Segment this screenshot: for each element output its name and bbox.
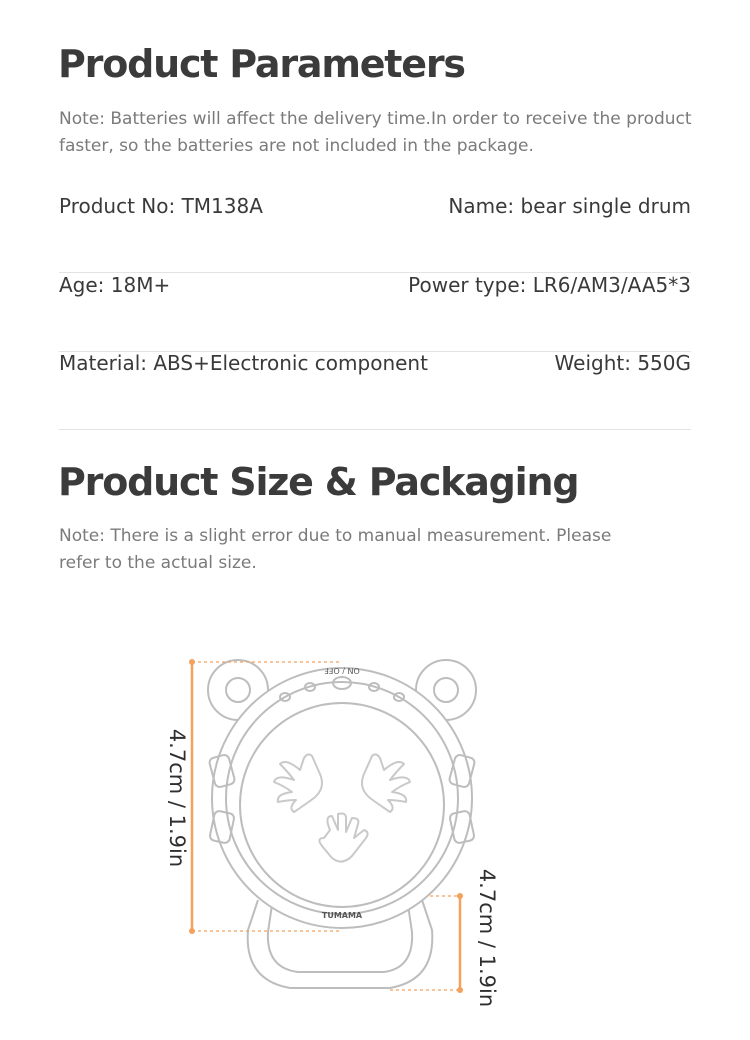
- weight: Weight: 550G: [554, 351, 691, 375]
- switch-label: ON / OFF: [324, 666, 360, 675]
- size-title: Product Size & Packaging: [58, 460, 579, 504]
- product-no: Product No: TM138A: [59, 194, 263, 218]
- product-illustration: [0, 600, 750, 1040]
- material: Material: ABS+Electronic component: [59, 351, 428, 375]
- params-note: Note: Batteries will affect the delivery time.In order to receive the product faster, so the batteries are not included in the package.: [59, 109, 692, 156]
- param-row-1: [59, 194, 691, 273]
- param-row-3: [59, 351, 691, 430]
- handle-label: 4.7cm / 1.9in: [475, 868, 499, 1008]
- age: Age: 18M+: [59, 273, 171, 297]
- brand-logo: TUMAMA: [321, 911, 363, 920]
- product-name: Name: bear single drum: [448, 194, 691, 218]
- params-title: Product Parameters: [58, 42, 465, 86]
- height-label: 4.7cm / 1.9in: [165, 728, 189, 868]
- size-note: Note: There is a slight error due to manual measurement. Please refer to the actual size.: [59, 526, 612, 573]
- drum-outer-ring: [212, 668, 472, 928]
- param-row-2: [59, 273, 691, 352]
- power-type: Power type: LR6/AM3/AA5*3: [408, 273, 691, 297]
